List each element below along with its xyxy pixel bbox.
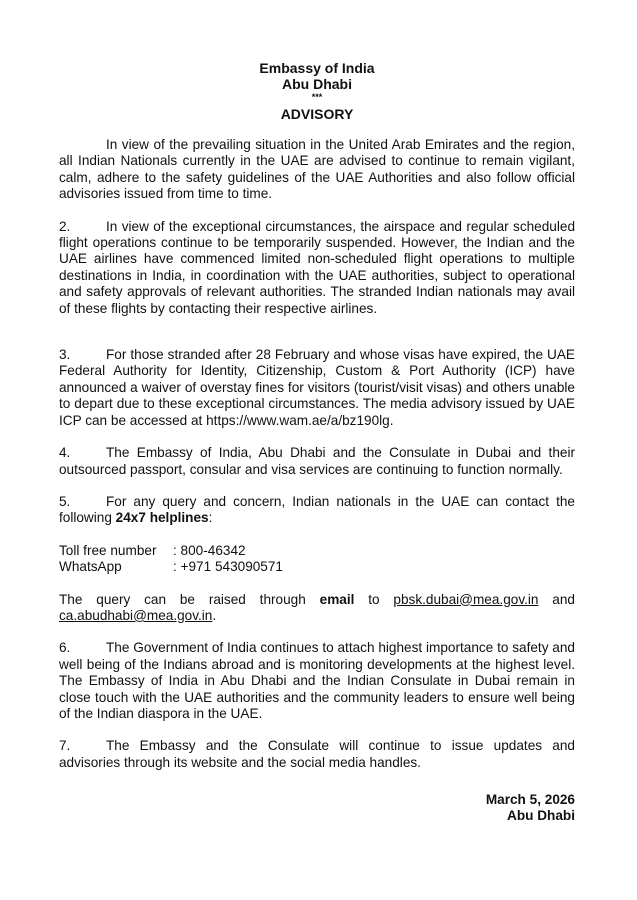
helpline-value: : 800-46342 — [173, 542, 246, 558]
helpline-label: WhatsApp — [59, 559, 122, 575]
header-separator: *** — [311, 92, 323, 102]
paragraph-number: 5. — [59, 493, 71, 509]
paragraph-6 — [59, 640, 575, 722]
email-and: and — [538, 591, 575, 607]
paragraph-text: The Embassy of India, Abu Dhabi and the Consulate in Dubai and their outsourced passport, consular and visa services are continuing to function normally. — [59, 445, 575, 477]
email-link-pbsk-dubai[interactable]: pbsk.dubai@mea.gov.in — [393, 591, 539, 607]
signoff — [59, 792, 575, 824]
paragraph-4 — [59, 445, 575, 478]
email-prefix: The query can be raised through — [59, 591, 320, 607]
paragraph-suffix: : — [208, 510, 213, 526]
email-to: to — [354, 591, 394, 607]
intro-paragraph: In view of the prevailing situation in the United Arab Emirates and the region, all Indian Nationals currently in the UAE are advised to continue to remain vigilant, calm, adhere to the safety guidelines of the UAE Authorities and also follow official advisories issued from time to time. — [59, 137, 575, 202]
org-city: Abu Dhabi — [282, 76, 352, 92]
paragraph-text: In view of the exceptional circumstances, the airspace and regular scheduled flight operations continue to be temporarily suspended. However, the Indian and the UAE airlines have commenced limited non-scheduled flight operations to multiple destinations in India, in coordination with the UAE authorities, subject to operational and safety approvals of relevant authorities. The stranded Indian nationals may avail of these flights by contacting their respective airlines. — [59, 218, 575, 316]
helpline-list — [59, 543, 575, 576]
advisory-document — [59, 60, 575, 824]
email-end: . — [212, 607, 217, 623]
document-title: ADVISORY — [280, 106, 354, 122]
paragraph-3 — [59, 347, 575, 429]
helpline-row-tollfree — [59, 543, 575, 559]
paragraph-text: The Government of India continues to attach highest importance to safety and well being of the Indians abroad and is monitoring developments at the highest level. The Embassy of India in Abu Dhabi and the Indian Consulate in Dubai remain in close touch with the UAE authorities and the community leaders to ensure well being of the Indian diaspora in the UAE. — [59, 640, 575, 721]
paragraph-number: 7. — [59, 738, 71, 754]
paragraph-number: 6. — [59, 640, 71, 656]
paragraph-number: 4. — [59, 445, 71, 461]
helplines-emphasis: 24x7 helplines — [115, 510, 209, 526]
paragraph-2 — [59, 219, 575, 317]
paragraph-number: 3. — [59, 347, 71, 363]
paragraph-number: 2. — [59, 218, 71, 234]
signoff-place: Abu Dhabi — [507, 808, 575, 824]
paragraph-text: The Embassy and the Consulate will continue to issue updates and advisories through its website and the social media handles. — [59, 738, 575, 770]
org-name: Embassy of India — [259, 60, 375, 76]
helpline-row-whatsapp — [59, 559, 575, 575]
helpline-label: Toll free number — [59, 542, 157, 558]
helpline-value: : +971 543090571 — [173, 559, 283, 575]
letterhead — [59, 60, 575, 122]
paragraph-text: For those stranded after 28 February and whose visas have expired, the UAE Federal Authority for Identity, Citizenship, Custom & Port Authority (ICP) have announced a waiver of overstay fines for visitors (tourist/visit visas) and others unable to depart due to these exceptional circumstances. The media advisory issued by UAE ICP can be accessed at https://www.wam.ae/a/bz190lg. — [59, 347, 575, 428]
paragraph-5 — [59, 494, 575, 527]
paragraph-text: For any query and concern, Indian nationals in the UAE can contact the following — [59, 493, 575, 526]
paragraph-7 — [59, 738, 575, 771]
email-link-ca-abudhabi[interactable]: ca.abudhabi@mea.gov.in — [59, 607, 213, 623]
signoff-date: March 5, 2026 — [485, 792, 575, 808]
email-emphasis: email — [319, 591, 355, 607]
email-paragraph — [59, 592, 575, 625]
